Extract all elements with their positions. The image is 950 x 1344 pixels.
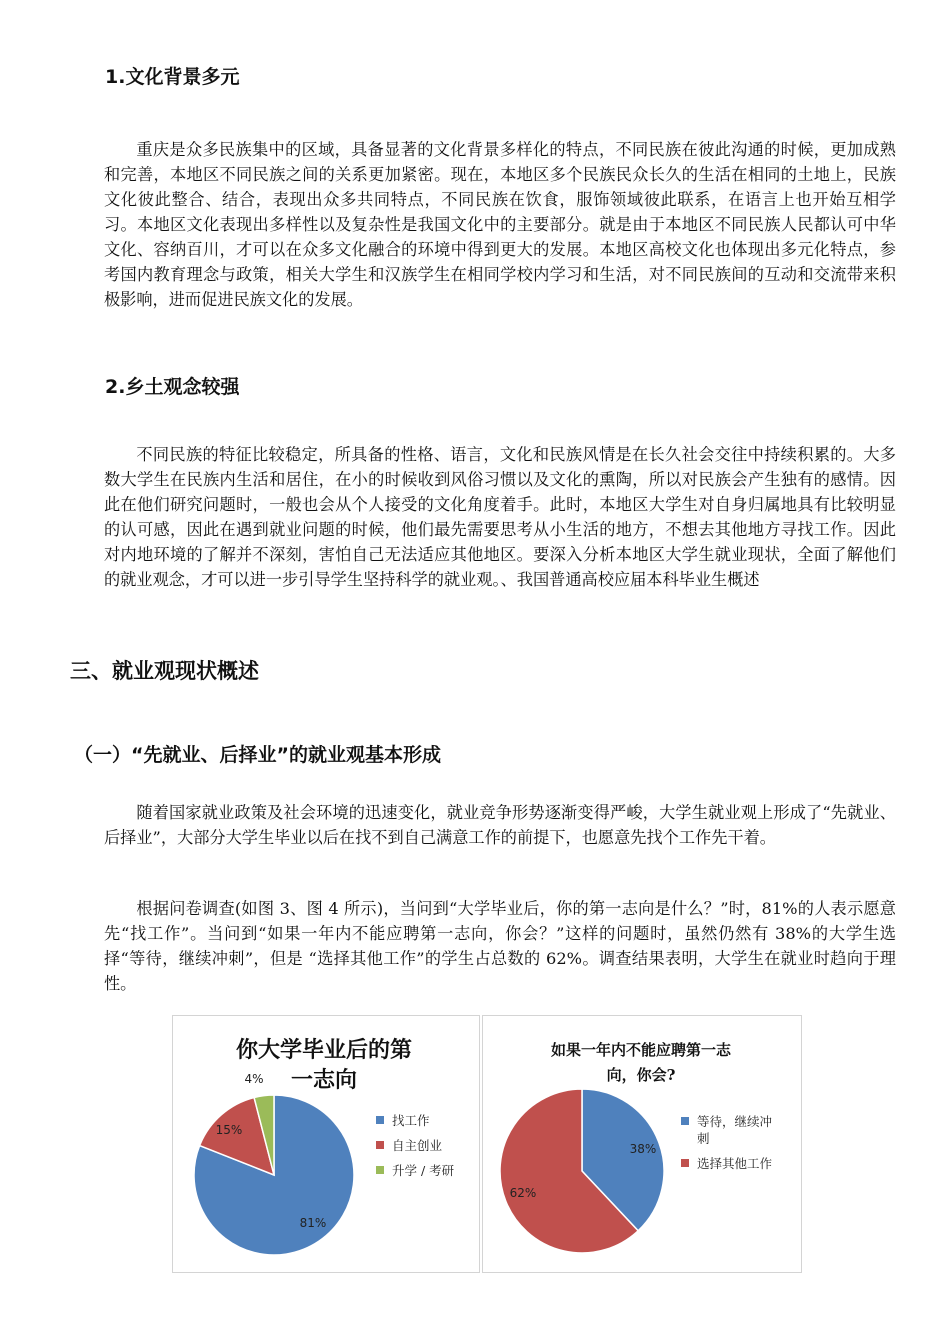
legend-swatch [376, 1116, 384, 1124]
subsection-heading-employ-first: （一）“先就业、后择业”的就业观基本形成 [74, 744, 441, 766]
legend-label: 等待，继续冲 [697, 1114, 773, 1129]
legend-label: 选择其他工作 [697, 1156, 773, 1171]
pie-chart-first-aspiration [172, 1015, 480, 1273]
legend-label: 自主创业 [392, 1138, 443, 1153]
chart-legend [376, 1112, 454, 1187]
legend-item-other-job [681, 1155, 772, 1172]
pie-slices [500, 1089, 664, 1253]
legend-item-find-job [376, 1112, 454, 1129]
pie-slices [194, 1095, 354, 1255]
legend-item-wait [681, 1113, 772, 1147]
pie-data-label-start-business: 15% [215, 1123, 243, 1137]
legend-swatch [681, 1117, 689, 1125]
legend-swatch [681, 1159, 689, 1167]
section-heading-cultural-background: 1.文化背景多元 [105, 66, 240, 88]
chart-legend [681, 1113, 772, 1180]
pie-data-label-find-job: 81% [299, 1216, 327, 1230]
legend-item-start-business [376, 1137, 454, 1154]
paragraph-hometown-attachment: 不同民族的特征比较稳定，所具备的性格、语言，文化和民族风情是在长久社会交往中持续积累的。大多数大学生在民族内生活和居住，在小的时候收到风俗习惯以及文化的熏陶，所以对民族会产生独有的感情。因此在他们研究问题时，一般也会从个人接受的文化角度着手。此时，本地区大学生对自身归属地具有比较明显的认可感，因此在遇到就业问题的时候，他们最先需要思考从小生活的地方，不想去其他地方寻找工作。因此对内地环境的了解并不深刻，害怕自己无法适应其他地区。要深入分析本地区大学生就业现状，全面了解他们的就业观念，才可以进一步引导学生坚持科学的就业观。、我国普通高校应届本科毕业生概述 [104, 445, 896, 589]
legend-label: 升学 / 考研 [392, 1163, 455, 1178]
legend-label-continued: 刺 [697, 1131, 710, 1146]
pie-data-label-wait: 38% [629, 1142, 657, 1156]
pie-data-label-other-job: 62% [509, 1186, 537, 1200]
chart-title-line: 你大学毕业后的第 [235, 1038, 412, 1063]
chapter-heading-employment-overview: 三、就业观现状概述 [70, 659, 259, 683]
paragraph-employ-first: 随着国家就业政策及社会环境的迅速变化，就业竞争形势逐渐变得严峻，大学生就业观上形成了“先就业、后择业”，大部分大学生毕业以后在找不到自己满意工作的前提下，也愿意先找个工作先干着。 [104, 803, 896, 847]
chart-title-line: 一志向 [290, 1068, 357, 1093]
legend-item-further-study [376, 1162, 454, 1179]
legend-swatch [376, 1141, 384, 1149]
pie-chart-fallback-choice [482, 1015, 802, 1273]
paragraph-survey-results: 根据问卷调查(如图 3、图 4 所示)，当问到“大学毕业后，你的第一志向是什么？”时，81%的人表示愿意先“找工作”。当问到“如果一年内不能应聘第一志向，你会？”这样的问题时，虽然仍然有 38%的大学生选择“等待，继续冲刺”，但是 “选择其他工作”的学生占总数的 62%。调查结果表明，大学生在就业时趋向于理性。 [104, 899, 896, 993]
legend-label: 找工作 [392, 1113, 430, 1128]
legend-swatch [376, 1166, 384, 1174]
paragraph-cultural-background: 重庆是众多民族集中的区域，具备显著的文化背景多样化的特点，不同民族在彼此沟通的时候，更加成熟和完善，本地区不同民族之间的关系更加紧密。现在，本地区多个民族民众长久的生活在相同的土地上，民族文化彼此整合、结合，表现出众多共同特点，不同民族在饮食，服饰领域彼此联系，在语言上也开始互相学习。本地区文化表现出多样性以及复杂性是我国文化中的主要部分。就是由于本地区不同民族人民都认可中华文化、容纳百川，才可以在众多文化融合的环境中得到更大的发展。本地区高校文化也体现出多元化特点，参考国内教育理念与政策，相关大学生和汉族学生在相同学校内学习和生活，对不同民族间的互动和交流带来积极影响，进而促进民族文化的发展。 [104, 140, 896, 309]
section-heading-hometown-attachment: 2.乡土观念较强 [105, 376, 240, 398]
chart-title-line: 如果一年内不能应聘第一志 [550, 1041, 731, 1059]
chart-title-line: 向，你会? [606, 1066, 676, 1084]
pie-data-label-further-study: 4% [244, 1072, 264, 1086]
